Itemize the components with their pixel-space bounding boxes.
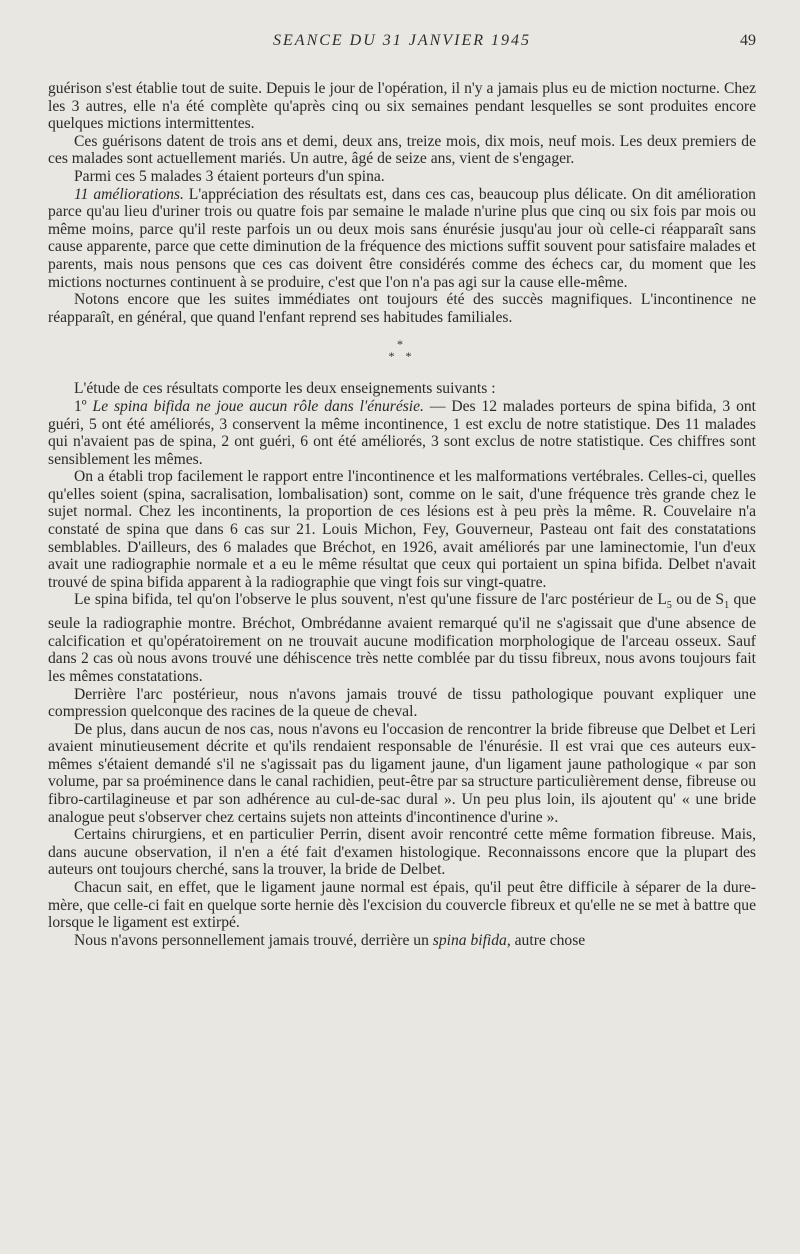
paragraph-7: 1º Le spina bifida ne joue aucun rôle dans l'énurésie. — Des 12 malades porteurs de spina bifida, 3 ont guéri, 5 ont été améliorés, 3 conservent la même incontinence, 1 est exclu de notre statistique. Des 11 malades qui n'avaient pas de spina, 2 ont guéri, 6 ont été améliorés, 3 sont exclus de notre statistique. Ces chiffres sont sensiblement les mêmes. <box>48 397 757 468</box>
paragraph-14: Nous n'avons personnellement jamais trouvé, derrière un spina bifida, autre chose <box>74 931 586 949</box>
separator-star-bottom: * * <box>388 349 416 364</box>
paragraph-3: Parmi ces 5 malades 3 étaient porteurs d'un spina. <box>74 167 385 185</box>
section-lead-ameliorations: 11 améliorations. <box>74 185 184 203</box>
section-separator <box>48 338 756 362</box>
paragraph-4: 11 améliorations. L'appréciation des résultats est, dans ces cas, beaucoup plus délicate. On dit amélioration parce qu'au lieu d'uriner trois ou quatre fois par semaine le malade n'urine plus que cinq ou six fois par mois ou même moins, parce qu'il reste parfois un ou deux mois sans énurésie jusqu'au jour où celle-ci réapparaît sans cause apparente, parce que cette diminution de la fréquence des mictions suffit souvent pour satisfaire malades et parents, mais nous pensons que ces cas doivent être considérés comme des échecs car, du moment que les mictions nocturnes continuent à se produire, c'est que l'on n'a pas agi sur la cause elle-même. <box>48 185 756 291</box>
paragraph-5: Notons encore que les suites immédiates ont toujours été des succès magnifiques. L'incontinence ne réapparaît, en général, que quand l'enfant reprend ses habitudes familiales. <box>48 291 756 326</box>
paragraph-13: Chacun sait, en effet, que le ligament jaune normal est épais, qu'il peut être difficile à séparer de la dure-mère, que celle-ci fait en quelque sorte hernie dès l'excision du couvercle fibreux et qu'elle ne se met à battre que lorsque le ligament est extirpé. <box>48 879 756 932</box>
paragraph-11: De plus, dans aucun de nos cas, nous n'avons eu l'occasion de rencontrer la bride fibreuse que Delbet et Leri avaient minutieusement décrite et qu'ils rendaient responsable de l'énurésie. Il est vrai que ces auteurs eux-mêmes s'étaient demandé s'il ne s'agissait pas du ligament jaune, d'un ligament jaune pathologique « par son volume, par sa proéminence dans le canal rachidien, peut-être par sa structure particulièrement dense, fibreuse ou fibro-cartilagineuse et par son adhérence au cul-de-sac dural ». Un peu plus loin, ils ajoutent qu' « une bride analogue peut s'observer chez certains sujets non atteints d'incontinence d'urine ». <box>48 720 756 826</box>
paragraph-2: Ces guérisons datent de trois ans et demi, deux ans, treize mois, dix mois, neuf mois. Les deux premiers de ces malades sont actuellement mariés. Un autre, âgé de seize ans, vient de s'engager. <box>48 132 756 168</box>
page-number: 49 <box>740 32 756 49</box>
section-lead-spina: Le spina bifida ne joue aucun rôle dans l'énurésie. <box>92 397 424 415</box>
paragraph-1: guérison s'est établie tout de suite. Depuis le jour de l'opération, il n'y a jamais plus eu de miction nocturne. Chez les 3 autres, elle n'a été complète qu'après cinq ou six semaines pendant lesquelles se sont produites encore quelques mictions intermittentes. <box>48 80 756 133</box>
paragraph-10: Derrière l'arc postérieur, nous n'avons jamais trouvé de tissu pathologique pouvant expliquer une compression quelconque des racines de la queue de cheval. <box>48 685 756 721</box>
paragraph-12: Certains chirurgiens, et en particulier Perrin, disent avoir rencontré cette même formation fibreuse. Mais, dans aucune observation, il n'en a été fait d'examen histologique. Reconnaissons encore que la plupart des auteurs ont toujours cherché, sans la trouver, la bride de Delbet. <box>48 826 756 879</box>
paragraph-8: On a établi trop facilement le rapport entre l'incontinence et les malformations vertébrales. Celles-ci, quelles qu'elles soient (spina, sacralisation, lombalisation) sont, comme on le sait, d'une fréquence très grande chez le sujet normal. Chez les incontinents, la proportion de ces lésions est à peu près la même. R. Couvelaire n'a constaté de spina que dans 6 cas sur 21. Louis Michon, Fey, Gouverneur, Pasteau ont fait des constatations semblables. D'ailleurs, des 6 malades que Bréchot, en 1926, avait améliorés par une laminectomie, l'un d'eux avait une radiographie normale et a eu le même résultat que ceux qui portaient un spina bifida. Delbet n'avait trouvé de spina bifida apparent à la radiographie que vingt fois sur vingt-quatre. <box>48 468 756 591</box>
running-head <box>48 32 756 58</box>
body-text <box>48 80 756 949</box>
running-head-title: SEANCE DU 31 JANVIER 1945 <box>273 32 531 49</box>
paragraph-6: L'étude de ces résultats comporte les deux enseignements suivants : <box>74 380 496 398</box>
paragraph-9: Le spina bifida, tel qu'on l'observe le plus souvent, n'est qu'une fissure de l'arc postérieur de $L_5$ ou de $S_1$ que seule la radiographie montre. Bréchot, Ombrédanne avaient remarqué qu'il ne s'agissait que d'une absence de calcification et qu'opératoirement on ne trouvait aucune modification morphologique de l'arceau osseux. Sauf dans 2 cas où nous avons trouvé une déhiscence très nette comblée par du tissu fibreux, nous avons toujours fait les mêmes constatations. <box>48 591 756 685</box>
separator-star-top: * <box>397 337 407 352</box>
